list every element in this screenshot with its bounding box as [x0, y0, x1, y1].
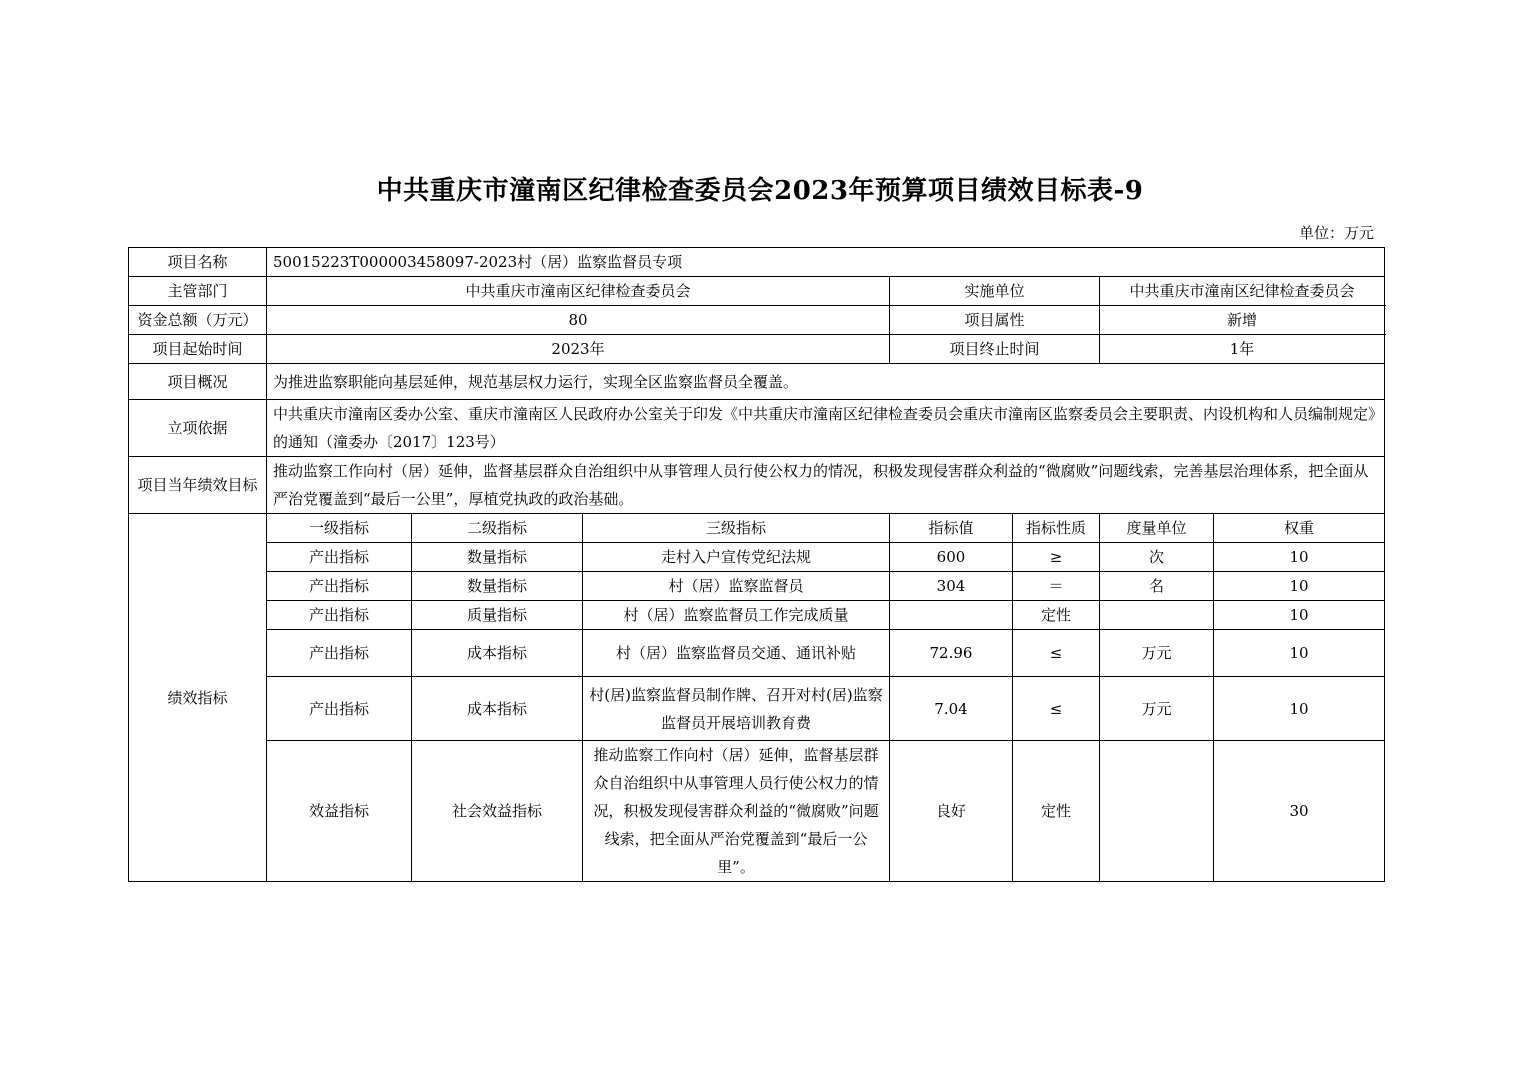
row-value: 良好 — [890, 741, 1013, 882]
unit-label: 单位：万元 — [1298, 224, 1374, 242]
start-label: 项目起始时间 — [129, 335, 267, 364]
row-unit — [1100, 741, 1214, 882]
row-l2: 质量指标 — [412, 601, 583, 630]
row-nature: ＝ — [1013, 572, 1100, 601]
row-l1: 产出指标 — [267, 543, 412, 572]
row-unit: 次 — [1100, 543, 1214, 572]
impl-value: 中共重庆市潼南区纪律检查委员会 — [1100, 277, 1385, 306]
row-department — [129, 277, 1385, 306]
table-row — [129, 543, 1385, 572]
row-unit — [1100, 601, 1214, 630]
table-row — [129, 741, 1385, 882]
row-l2: 数量指标 — [412, 572, 583, 601]
dept-label: 主管部门 — [129, 277, 267, 306]
row-fund — [129, 306, 1385, 335]
header-l3: 三级指标 — [583, 514, 890, 543]
impl-label: 实施单位 — [890, 277, 1100, 306]
row-weight: 10 — [1214, 630, 1385, 677]
row-goal — [129, 457, 1385, 514]
table-row — [129, 601, 1385, 630]
basis-label: 立项依据 — [129, 400, 267, 457]
table-row — [129, 572, 1385, 601]
row-l2: 数量指标 — [412, 543, 583, 572]
row-weight: 10 — [1214, 677, 1385, 741]
row-nature: 定性 — [1013, 741, 1100, 882]
project-name-label: 项目名称 — [129, 248, 267, 277]
row-weight: 10 — [1214, 601, 1385, 630]
row-weight: 30 — [1214, 741, 1385, 882]
end-value: 1年 — [1100, 335, 1385, 364]
row-value: 304 — [890, 572, 1013, 601]
overview-value: 为推进监察职能向基层延伸，规范基层权力运行，实现全区监察监督员全覆盖。 — [267, 364, 1385, 400]
row-l1: 产出指标 — [267, 572, 412, 601]
table-row — [129, 630, 1385, 677]
basis-value: 中共重庆市潼南区委办公室、重庆市潼南区人民政府办公室关于印发《中共重庆市潼南区纪律检查委员会重庆市潼南区监察委员会主要职责、内设机构和人员编制规定》的通知（潼委办〔2017〕123号） — [267, 400, 1385, 457]
row-nature: ≤ — [1013, 630, 1100, 677]
performance-table — [128, 247, 1385, 882]
row-overview — [129, 364, 1385, 400]
header-l1: 一级指标 — [267, 514, 412, 543]
row-value: 72.96 — [890, 630, 1013, 677]
row-l3: 走村入户宣传党纪法规 — [583, 543, 890, 572]
header-unit: 度量单位 — [1100, 514, 1214, 543]
project-name-value: 50015223T000003458097-2023村（居）监察监督员专项 — [267, 248, 1385, 277]
row-weight: 10 — [1214, 543, 1385, 572]
row-l2: 成本指标 — [412, 677, 583, 741]
row-l3: 推动监察工作向村（居）延伸，监督基层群众自治组织中从事管理人员行使公权力的情况，积极发现侵害群众利益的“微腐败”问题线索，把全面从严治党覆盖到“最后一公里”。 — [583, 741, 890, 882]
row-time — [129, 335, 1385, 364]
row-l3: 村（居）监察监督员工作完成质量 — [583, 601, 890, 630]
row-l1: 产出指标 — [267, 630, 412, 677]
row-nature: ≤ — [1013, 677, 1100, 741]
indicator-header-row — [129, 514, 1385, 543]
row-l3: 村(居)监察监督员制作牌、召开对村(居)监察监督员开展培训教育费 — [583, 677, 890, 741]
table-row — [129, 677, 1385, 741]
row-unit: 万元 — [1100, 630, 1214, 677]
overview-label: 项目概况 — [129, 364, 267, 400]
row-unit: 万元 — [1100, 677, 1214, 741]
row-l3: 村（居）监察监督员 — [583, 572, 890, 601]
row-l1: 效益指标 — [267, 741, 412, 882]
row-nature: ≥ — [1013, 543, 1100, 572]
row-value — [890, 601, 1013, 630]
row-l2: 社会效益指标 — [412, 741, 583, 882]
row-l2: 成本指标 — [412, 630, 583, 677]
header-l2: 二级指标 — [412, 514, 583, 543]
row-l1: 产出指标 — [267, 601, 412, 630]
indicator-section-label: 绩效指标 — [129, 514, 267, 882]
header-nature: 指标性质 — [1013, 514, 1100, 543]
header-value: 指标值 — [890, 514, 1013, 543]
goal-label: 项目当年绩效目标 — [129, 457, 267, 514]
end-label: 项目终止时间 — [890, 335, 1100, 364]
page-title: 中共重庆市潼南区纪律检查委员会2023年预算项目绩效目标表-9 — [376, 176, 1144, 206]
row-value: 7.04 — [890, 677, 1013, 741]
row-basis — [129, 400, 1385, 457]
row-l1: 产出指标 — [267, 677, 412, 741]
row-l3: 村（居）监察监督员交通、通讯补贴 — [583, 630, 890, 677]
goal-value: 推动监察工作向村（居）延伸，监督基层群众自治组织中从事管理人员行使公权力的情况，积极发现侵害群众利益的“微腐败”问题线索，完善基层治理体系，把全面从严治党覆盖到“最后一公里”，厚植党执政的政治基础。 — [267, 457, 1385, 514]
row-project-name — [129, 248, 1385, 277]
attr-value: 新增 — [1100, 306, 1385, 335]
header-weight: 权重 — [1214, 514, 1385, 543]
start-value: 2023年 — [267, 335, 890, 364]
row-weight: 10 — [1214, 572, 1385, 601]
fund-value: 80 — [267, 306, 890, 335]
row-nature: 定性 — [1013, 601, 1100, 630]
attr-label: 项目属性 — [890, 306, 1100, 335]
fund-label: 资金总额（万元） — [129, 306, 267, 335]
dept-value: 中共重庆市潼南区纪律检查委员会 — [267, 277, 890, 306]
row-unit: 名 — [1100, 572, 1214, 601]
row-value: 600 — [890, 543, 1013, 572]
